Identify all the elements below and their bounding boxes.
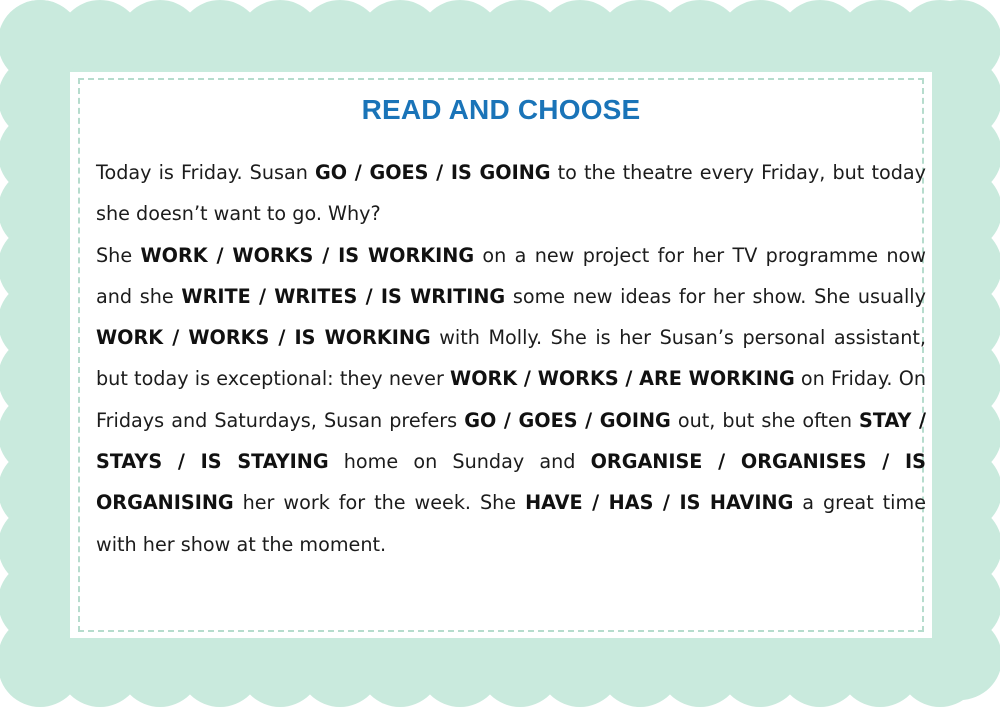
answer-choices[interactable]: GO / GOES / GOING bbox=[464, 408, 671, 432]
answer-choices[interactable]: ORGANISE / ORGANISES / IS ORGANISING bbox=[96, 450, 926, 515]
text-segment: on Friday. On Fridays and Saturdays, Susan prefers bbox=[96, 367, 926, 432]
text-segment: to the theatre every Friday, but today she doesn’t want to go. Why? bbox=[96, 161, 927, 226]
answer-choices[interactable]: STAY / STAYS / IS STAYING bbox=[96, 408, 926, 474]
answer-choices[interactable]: WORK / WORKS / ARE WORKING bbox=[450, 367, 795, 391]
answer-choices[interactable]: WRITE / WRITES / IS WRITING bbox=[181, 284, 506, 308]
text-segment: some new ideas for her show. She usually bbox=[505, 284, 926, 308]
answer-choices[interactable]: WORK / WORKS / IS WORKING bbox=[96, 326, 431, 350]
text-segment: home on Sunday and bbox=[328, 450, 591, 474]
answer-choices[interactable]: HAVE / HAS / IS HAVING bbox=[525, 491, 794, 515]
exercise-text bbox=[96, 152, 926, 565]
text-segment: her work for the week. She bbox=[233, 491, 526, 515]
text-segment: on a new project for her TV programme now and she bbox=[96, 243, 926, 308]
worksheet-card bbox=[70, 72, 932, 638]
worksheet-title: READ AND CHOOSE bbox=[361, 94, 641, 125]
text-segment: Today is Friday. Susan bbox=[96, 161, 316, 184]
text-segment: out, but she often bbox=[670, 408, 860, 432]
text-segment: a great time with her show at the moment. bbox=[96, 491, 927, 556]
answer-choices[interactable]: WORK / WORKS / IS WORKING bbox=[140, 243, 475, 267]
text-segment: with Molly. She is her Susan’s personal assistant, but today is exceptional: they never bbox=[96, 326, 926, 391]
answer-choices[interactable]: GO / GOES / IS GOING bbox=[315, 161, 551, 184]
text-segment: She bbox=[96, 243, 141, 267]
